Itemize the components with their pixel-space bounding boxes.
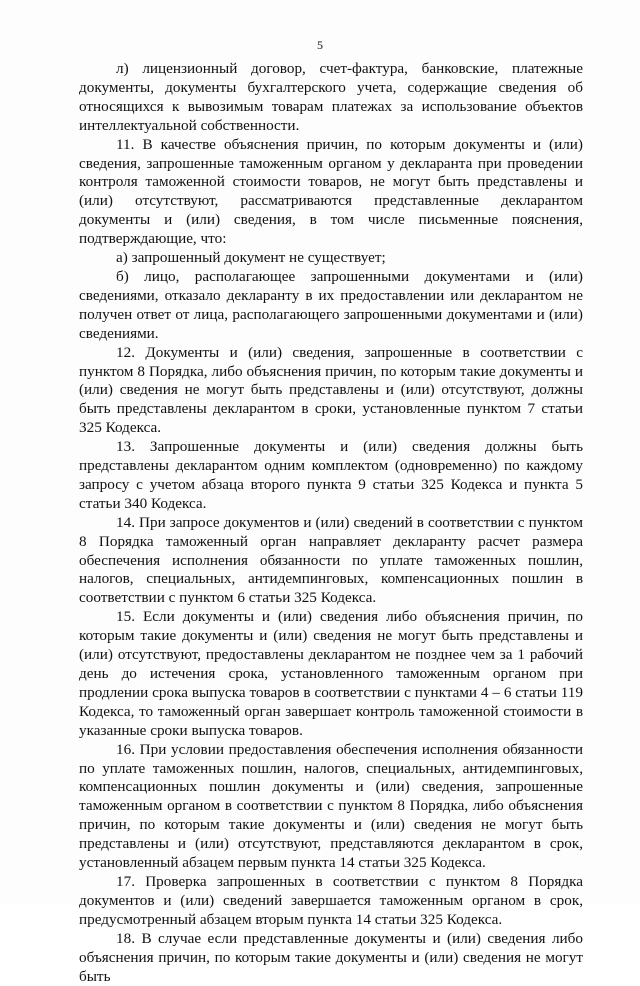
paragraph-13: 13. Запрошенные документы и (или) сведения должны быть представлены декларантом одним комплектом (одновременно) по каждому запросу с учетом абзаца второго пункта 9 статьи 325 Кодекса и пункта 5 статьи 340 Кодекса.	[79, 438, 583, 512]
paragraph-17: 17. Проверка запрошенных в соответствии с пунктом 8 Порядка документов и (или) сведений завершается таможенным органом в срок, предусмотренный абзацем вторым пункта 14 статьи 325 Кодекса.	[79, 872, 583, 928]
paragraph-11-a: а) запрошенный документ не существует;	[116, 249, 386, 267]
paragraph-11: 11. В качестве объяснения причин, по которым документы и (или) сведения, запрошенные таможенным органом у декларанта при проведении контроля таможенной стоимости товаров, не могут быть представлены и (или) отсутствуют, рассматриваются представленные декларантом документы и (или) сведения, в том числе письменные пояснения, подтверждающие, что:	[79, 135, 583, 248]
paragraph-12: 12. Документы и (или) сведения, запрошенные в соответствии с пунктом 8 Порядка, либо объяснения причин, по которым такие документы и (или) сведения не могут быть представлены и (или) отсутствуют, должны быть представлены декларантом в сроки, установленные пунктом 7 статьи 325 Кодекса.	[79, 343, 583, 437]
document-body	[79, 60, 583, 986]
paragraph-16: 16. При условии предоставления обеспечения исполнения обязанности по уплате таможенных пошлин, налогов, специальных, антидемпинговых, компенсационных пошлин документы и (или) сведения, запрошенные таможенным органом в соответствии с пунктом 8 Порядка, либо объяснения причин, по которым такие документы и (или) сведения не могут быть представлены и (или) отсутствуют, представляются декларантом в срок, установленный абзацем первым пункта 14 статьи 325 Кодекса.	[79, 740, 583, 872]
paragraph-l: л) лицензионный договор, счет-фактура, банковские, платежные документы, документы бухгалтерского учета, содержащие сведения об относящихся к вывозимым товарам платежах за использование объектов интеллектуальной собственности.	[79, 60, 583, 134]
page-number: 5	[317, 38, 323, 52]
paragraph-11-b: б) лицо, располагающее запрошенными документами и (или) сведениями, отказало декларанту в их предоставлении или декларантом не получен ответ от лица, располагающего запрошенными документами и (или) сведениями.	[79, 267, 583, 342]
paragraph-14: 14. При запросе документов и (или) сведений в соответствии с пунктом 8 Порядка таможенный орган направляет декларанту расчет размера обеспечения исполнения обязанности по уплате таможенных пошлин, налогов, специальных, антидемпинговых, компенсационных пошлин в соответствии с пунктом 6 статьи 325 Кодекса.	[79, 513, 583, 607]
paragraph-18: 18. В случае если представленные документы и (или) сведения либо объяснения причин, по которым такие документы и (или) сведения не могут быть	[79, 929, 583, 985]
paragraph-15: 15. Если документы и (или) сведения либо объяснения причин, по которым такие документы и (или) сведения не могут быть представлены и (или) отсутствуют, предоставлены декларантом не позднее чем за 1 рабочий день до истечения срока, установленного таможенным органом при продлении срока выпуска товаров в соответствии с пунктами 4 – 6 статьи 119 Кодекса, то таможенный орган завершает контроль таможенной стоимости в указанные сроки выпуска товаров.	[79, 608, 583, 739]
